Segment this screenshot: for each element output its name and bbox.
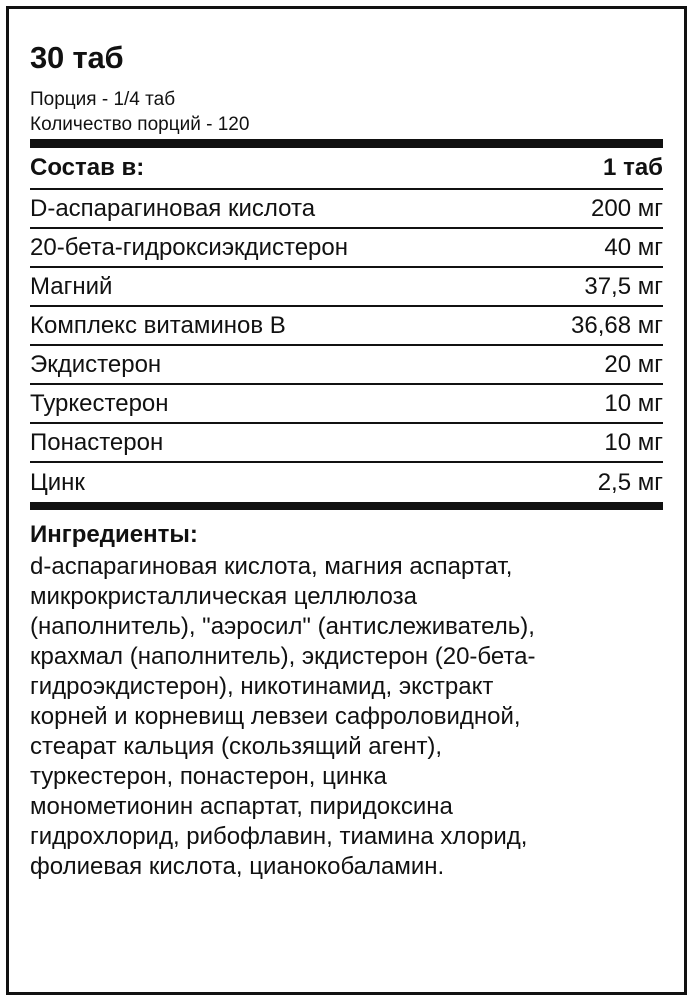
ingredient-amount: 2,5 мг <box>597 468 663 496</box>
ingredient-amount: 37,5 мг <box>584 272 663 300</box>
thick-divider <box>30 139 663 148</box>
ingredient-name: Комплекс витаминов В <box>30 311 286 339</box>
table-row <box>30 307 663 346</box>
composition-header-label: Состав в: <box>30 154 145 181</box>
servings-per-container: Количество порций - 120 <box>30 114 250 135</box>
composition-header-row <box>30 148 663 190</box>
table-row <box>30 463 663 502</box>
composition-header-unit: 1 таб <box>603 154 663 181</box>
ingredient-name: 20-бета-гидроксиэкдистерон <box>30 233 348 261</box>
ingredient-amount: 200 мг <box>591 194 663 222</box>
ingredient-name: Цинк <box>30 468 85 496</box>
ingredient-amount: 10 мг <box>604 389 663 417</box>
thick-divider <box>30 502 663 510</box>
table-row <box>30 229 663 268</box>
ingredients-line: монометионин аспартат, пиридоксина <box>30 793 453 820</box>
ingredient-name: D-аспарагиновая кислота <box>30 194 316 222</box>
ingredients-title: Ингредиенты: <box>30 521 198 548</box>
ingredient-name: Туркестерон <box>30 389 169 417</box>
ingredient-amount: 10 мг <box>604 428 663 456</box>
ingredients-line: корней и корневищ левзеи сафроловидной, <box>30 703 521 730</box>
ingredients-line: туркестерон, понастерон, цинка <box>30 763 387 790</box>
table-row <box>30 346 663 385</box>
table-row <box>30 190 663 229</box>
ingredient-name: Понастерон <box>30 428 164 456</box>
ingredients-line: d-аспарагиновая кислота, магния аспартат, <box>30 553 513 580</box>
table-row <box>30 424 663 463</box>
ingredient-name: Магний <box>30 272 113 300</box>
table-row <box>30 268 663 307</box>
label-content <box>30 9 663 882</box>
ingredients-line: стеарат кальция (скользящий агент), <box>30 733 443 760</box>
ingredients-line: гидроэкдистерон), никотинамид, экстракт <box>30 673 494 700</box>
ingredients-line: крахмал (наполнитель), экдистерон (20-бета- <box>30 643 536 670</box>
ingredient-name: Экдистерон <box>30 350 162 378</box>
ingredients-line: фолиевая кислота, цианокобаламин. <box>30 853 445 880</box>
ingredients-line: гидрохлорид, рибофлавин, тиамина хлорид, <box>30 823 528 850</box>
ingredients-line: (наполнитель), "аэросил" (антислеживатель), <box>30 613 535 640</box>
supplement-facts-label <box>6 6 687 995</box>
ingredients-text <box>30 552 663 882</box>
ingredient-amount: 40 мг <box>604 233 663 261</box>
ingredient-amount: 20 мг <box>604 350 663 378</box>
product-count-title: 30 таб <box>30 40 124 75</box>
ingredient-amount: 36,68 мг <box>571 311 663 339</box>
ingredients-line: микрокристаллическая целлюлоза <box>30 583 417 610</box>
serving-size: Порция - 1/4 таб <box>30 89 176 110</box>
table-row <box>30 385 663 424</box>
